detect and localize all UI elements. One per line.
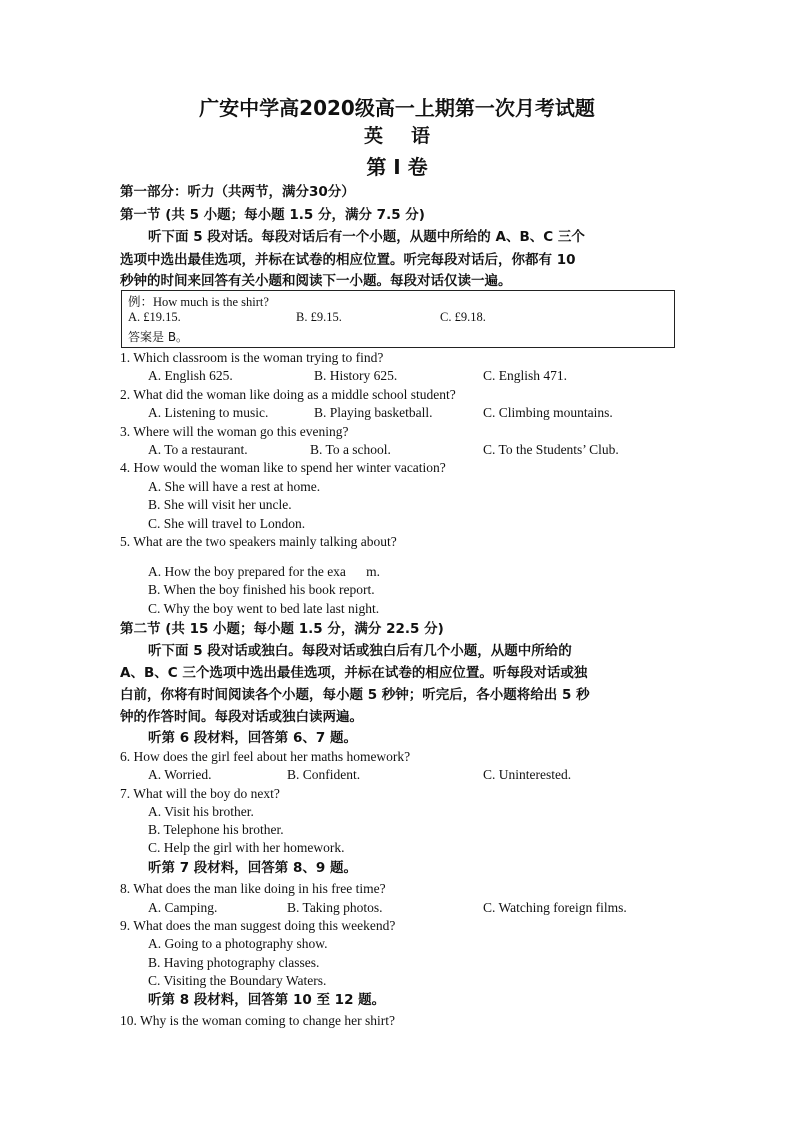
q8-option-b: B. Taking photos.: [287, 900, 383, 915]
section1-instruction-1: 听下面 5 段对话。每段对话后有一个小题，从题中所给的 A、B、C 三个: [148, 229, 585, 245]
example-answer: 答案是 B。: [128, 330, 189, 344]
q1-option-a: A. English 625.: [148, 368, 233, 383]
q5-option-c: C. Why the boy went to bed late last night.: [148, 601, 380, 616]
example-option-c: C. £9.18.: [440, 310, 486, 324]
q4-option-b: B. She will visit her uncle.: [148, 497, 292, 512]
example-option-a: A. £19.15.: [128, 310, 181, 324]
section2-instruction-4: 钟的作答时间。每段对话或独白读两遍。: [120, 709, 363, 725]
question-7: 7. What will the boy do next?: [120, 786, 280, 801]
exam-title: 广安中学高2020级高一上期第一次月考试题: [199, 96, 595, 120]
q7-option-b: B. Telephone his brother.: [148, 822, 284, 837]
question-5: 5. What are the two speakers mainly talking about?: [120, 534, 397, 549]
material-6-note: 听第 6 段材料，回答第 6、7 题。: [148, 730, 357, 746]
q6-option-a: A. Worried.: [148, 767, 212, 782]
q5-option-a: A. How the boy prepared for the exa m.: [148, 564, 381, 579]
section2-instruction-2: A、B、C 三个选项中选出最佳选项，并标在试卷的相应位置。听每段对话或独: [120, 665, 588, 681]
q4-option-c: C. She will travel to London.: [148, 516, 306, 531]
q1-option-b: B. History 625.: [314, 368, 398, 383]
q6-option-b: B. Confident.: [287, 767, 361, 782]
q9-option-a: A. Going to a photography show.: [148, 936, 328, 951]
q2-option-b: B. Playing basketball.: [314, 405, 433, 420]
q9-option-b: B. Having photography classes.: [148, 955, 320, 970]
q7-option-a: A. Visit his brother.: [148, 804, 254, 819]
q9-option-c: C. Visiting the Boundary Waters.: [148, 973, 327, 988]
q7-option-c: C. Help the girl with her homework.: [148, 840, 345, 855]
section2-instruction-1: 听下面 5 段对话或独白。每段对话或独白后有几个小题，从题中所给的: [148, 643, 572, 659]
section1-heading: 第一节 (共 5 小题；每小题 1.5 分，满分 7.5 分): [120, 207, 425, 223]
question-10: 10. Why is the woman coming to change her shirt?: [120, 1013, 395, 1028]
q2-option-c: C. Climbing mountains.: [483, 405, 613, 420]
q1-option-c: C. English 471.: [483, 368, 568, 383]
example-box: [121, 290, 675, 348]
example-question: 例：How much is the shirt?: [128, 295, 269, 309]
section1-instruction-3: 秒钟的时间来回答有关小题和阅读下一小题。每段对话仅读一遍。: [120, 273, 512, 289]
material-8-note: 听第 8 段材料，回答第 10 至 12 题。: [148, 992, 386, 1008]
q8-option-c: C. Watching foreign films.: [483, 900, 627, 915]
example-option-b: B. £9.15.: [296, 310, 342, 324]
question-3: 3. Where will the woman go this evening?: [120, 424, 349, 439]
section1-instruction-2: 选项中选出最佳选项，并标在试卷的相应位置。听完每段对话后，你都有 10: [120, 252, 576, 268]
q5-option-b: B. When the boy finished his book report.: [148, 582, 375, 597]
q3-option-c: C. To the Students’ Club.: [483, 442, 619, 457]
q3-option-b: B. To a school.: [310, 442, 391, 457]
section2-heading: 第二节 (共 15 小题；每小题 1.5 分，满分 22.5 分): [120, 621, 444, 637]
subject-title: 英语: [363, 125, 458, 147]
question-2: 2. What did the woman like doing as a middle school student?: [120, 387, 456, 402]
question-6: 6. How does the girl feel about her maths homework?: [120, 749, 411, 764]
volume-title: 第 I 卷: [366, 155, 428, 179]
part1-heading: 第一部分：听力（共两节，满分30分）: [120, 184, 355, 200]
material-7-note: 听第 7 段材料，回答第 8、9 题。: [148, 860, 357, 876]
question-9: 9. What does the man suggest doing this weekend?: [120, 918, 396, 933]
question-1: 1. Which classroom is the woman trying to find?: [120, 350, 384, 365]
section2-instruction-3: 白前，你将有时间阅读各个小题，每小题 5 秒钟；听完后，各小题将给出 5 秒: [120, 687, 590, 703]
q2-option-a: A. Listening to music.: [148, 405, 269, 420]
q8-option-a: A. Camping.: [148, 900, 218, 915]
q3-option-a: A. To a restaurant.: [148, 442, 248, 457]
question-8: 8. What does the man like doing in his free time?: [120, 881, 386, 896]
question-4: 4. How would the woman like to spend her winter vacation?: [120, 460, 446, 475]
q4-option-a: A. She will have a rest at home.: [148, 479, 321, 494]
q6-option-c: C. Uninterested.: [483, 767, 572, 782]
